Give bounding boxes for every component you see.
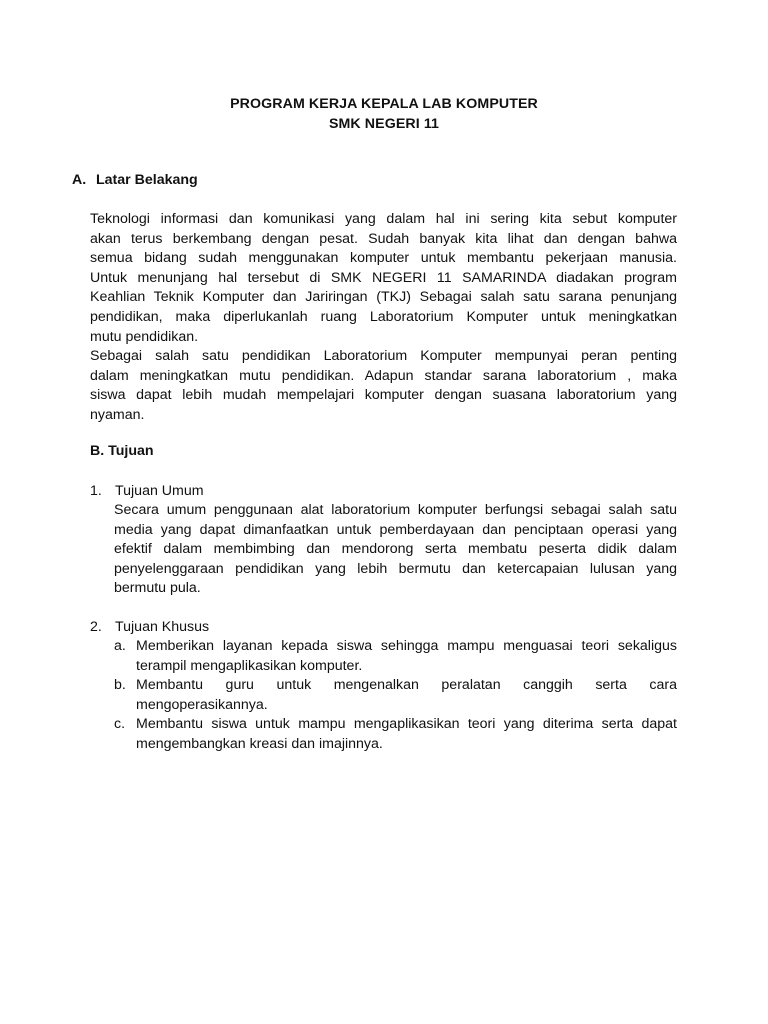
objective-item-1: [90, 481, 204, 501]
paragraph-line: Teknologi informasi dan komunikasi yang dalam hal ini sering kita sebut komputer: [90, 211, 677, 227]
section-a-paragraph-1: [90, 210, 677, 347]
paragraph-line: Sebagai salah satu pendidikan Laboratorium Komputer mempunyai peran penting: [90, 348, 677, 364]
paragraph-line: pendidikan, maka diperlukanlah ruang Laboratorium Komputer untuk meningkatkan: [90, 308, 677, 325]
list-item-letter: a.: [114, 638, 126, 654]
paragraph-line: Secara umum penggunaan alat laboratorium komputer berfungsi sebagai salah satu: [114, 502, 677, 518]
paragraph-line: penyelenggaraan pendidikan yang lebih bermutu dan ketercapaian lulusan yang: [114, 560, 677, 577]
objective-item-2: [90, 617, 209, 637]
paragraph-line: mengoperasikannya.: [136, 696, 268, 713]
list-item-text: [136, 637, 677, 676]
document-title: PROGRAM KERJA KEPALA LAB KOMPUTER: [230, 96, 538, 112]
document-subtitle: SMK NEGERI 11: [328, 116, 440, 132]
section-a-title: Latar Belakang: [96, 172, 198, 188]
objective-label: Tujuan Umum: [115, 483, 204, 499]
specific-objectives-list: [114, 637, 677, 755]
list-item: [114, 715, 677, 754]
paragraph-line: Membantu siswa untuk mampu mengaplikasikan teori yang diterima serta dapat: [136, 716, 677, 733]
objective-number: 2.: [90, 619, 102, 635]
paragraph-line: efektif dalam membimbing dan mendorong serta membatu peserta didik dalam: [114, 541, 677, 558]
list-item-letter: b.: [114, 677, 126, 694]
paragraph-line: Keahlian Teknik Komputer dan Jariringan (TKJ) Sebagai salah satu sarana penunjang: [90, 289, 677, 306]
list-item-text: [136, 715, 677, 754]
paragraph-line: siswa dapat lebih mudah mempelajari komputer dengan suasana laboratorium yang: [90, 387, 677, 404]
list-item: [114, 637, 677, 676]
paragraph-line: mutu pendidikan.: [90, 328, 199, 345]
paragraph-line: Membantu guru untuk mengenalkan peralatan canggih serta cara: [136, 677, 677, 694]
paragraph-line: dalam meningkatkan mutu pendidikan. Adapun standar sarana laboratorium , maka: [90, 367, 677, 384]
objective-label: Tujuan Khusus: [115, 619, 210, 635]
paragraph-line: Untuk menunjang hal tersebut di SMK NEGERI 11 SAMARINDA diadakan program: [90, 269, 677, 286]
list-item-text: [136, 676, 677, 715]
section-b-heading: B. Tujuan: [90, 443, 154, 459]
section-a-paragraph-2: [90, 347, 677, 425]
paragraph-line: nyaman.: [90, 406, 145, 423]
objective-number: 1.: [90, 483, 102, 499]
list-item: [114, 676, 677, 715]
paragraph-line: akan terus berkembang dengan pesat. Sudah banyak kita lihat dan dengan bahwa: [90, 230, 677, 247]
list-item-letter: c.: [114, 716, 126, 733]
paragraph-line: semua bidang sudah menggunakan komputer untuk membantu pekerjaan manusia.: [90, 250, 677, 267]
section-a-marker: A.: [72, 172, 87, 188]
paragraph-line: terampil mengaplikasikan komputer.: [136, 657, 363, 674]
section-a-heading: [72, 170, 198, 190]
objective-1-description: [114, 501, 677, 599]
paragraph-line: Memberikan layanan kepada siswa sehingga mampu menguasai teori sekaligus: [136, 638, 677, 654]
paragraph-line: media yang dapat dimanfaatkan untuk pemberdayaan dan penciptaan operasi yang: [114, 521, 677, 538]
paragraph-line: bermutu pula.: [114, 580, 201, 597]
paragraph-line: mengembangkan kreasi dan imajinnya.: [136, 735, 383, 752]
